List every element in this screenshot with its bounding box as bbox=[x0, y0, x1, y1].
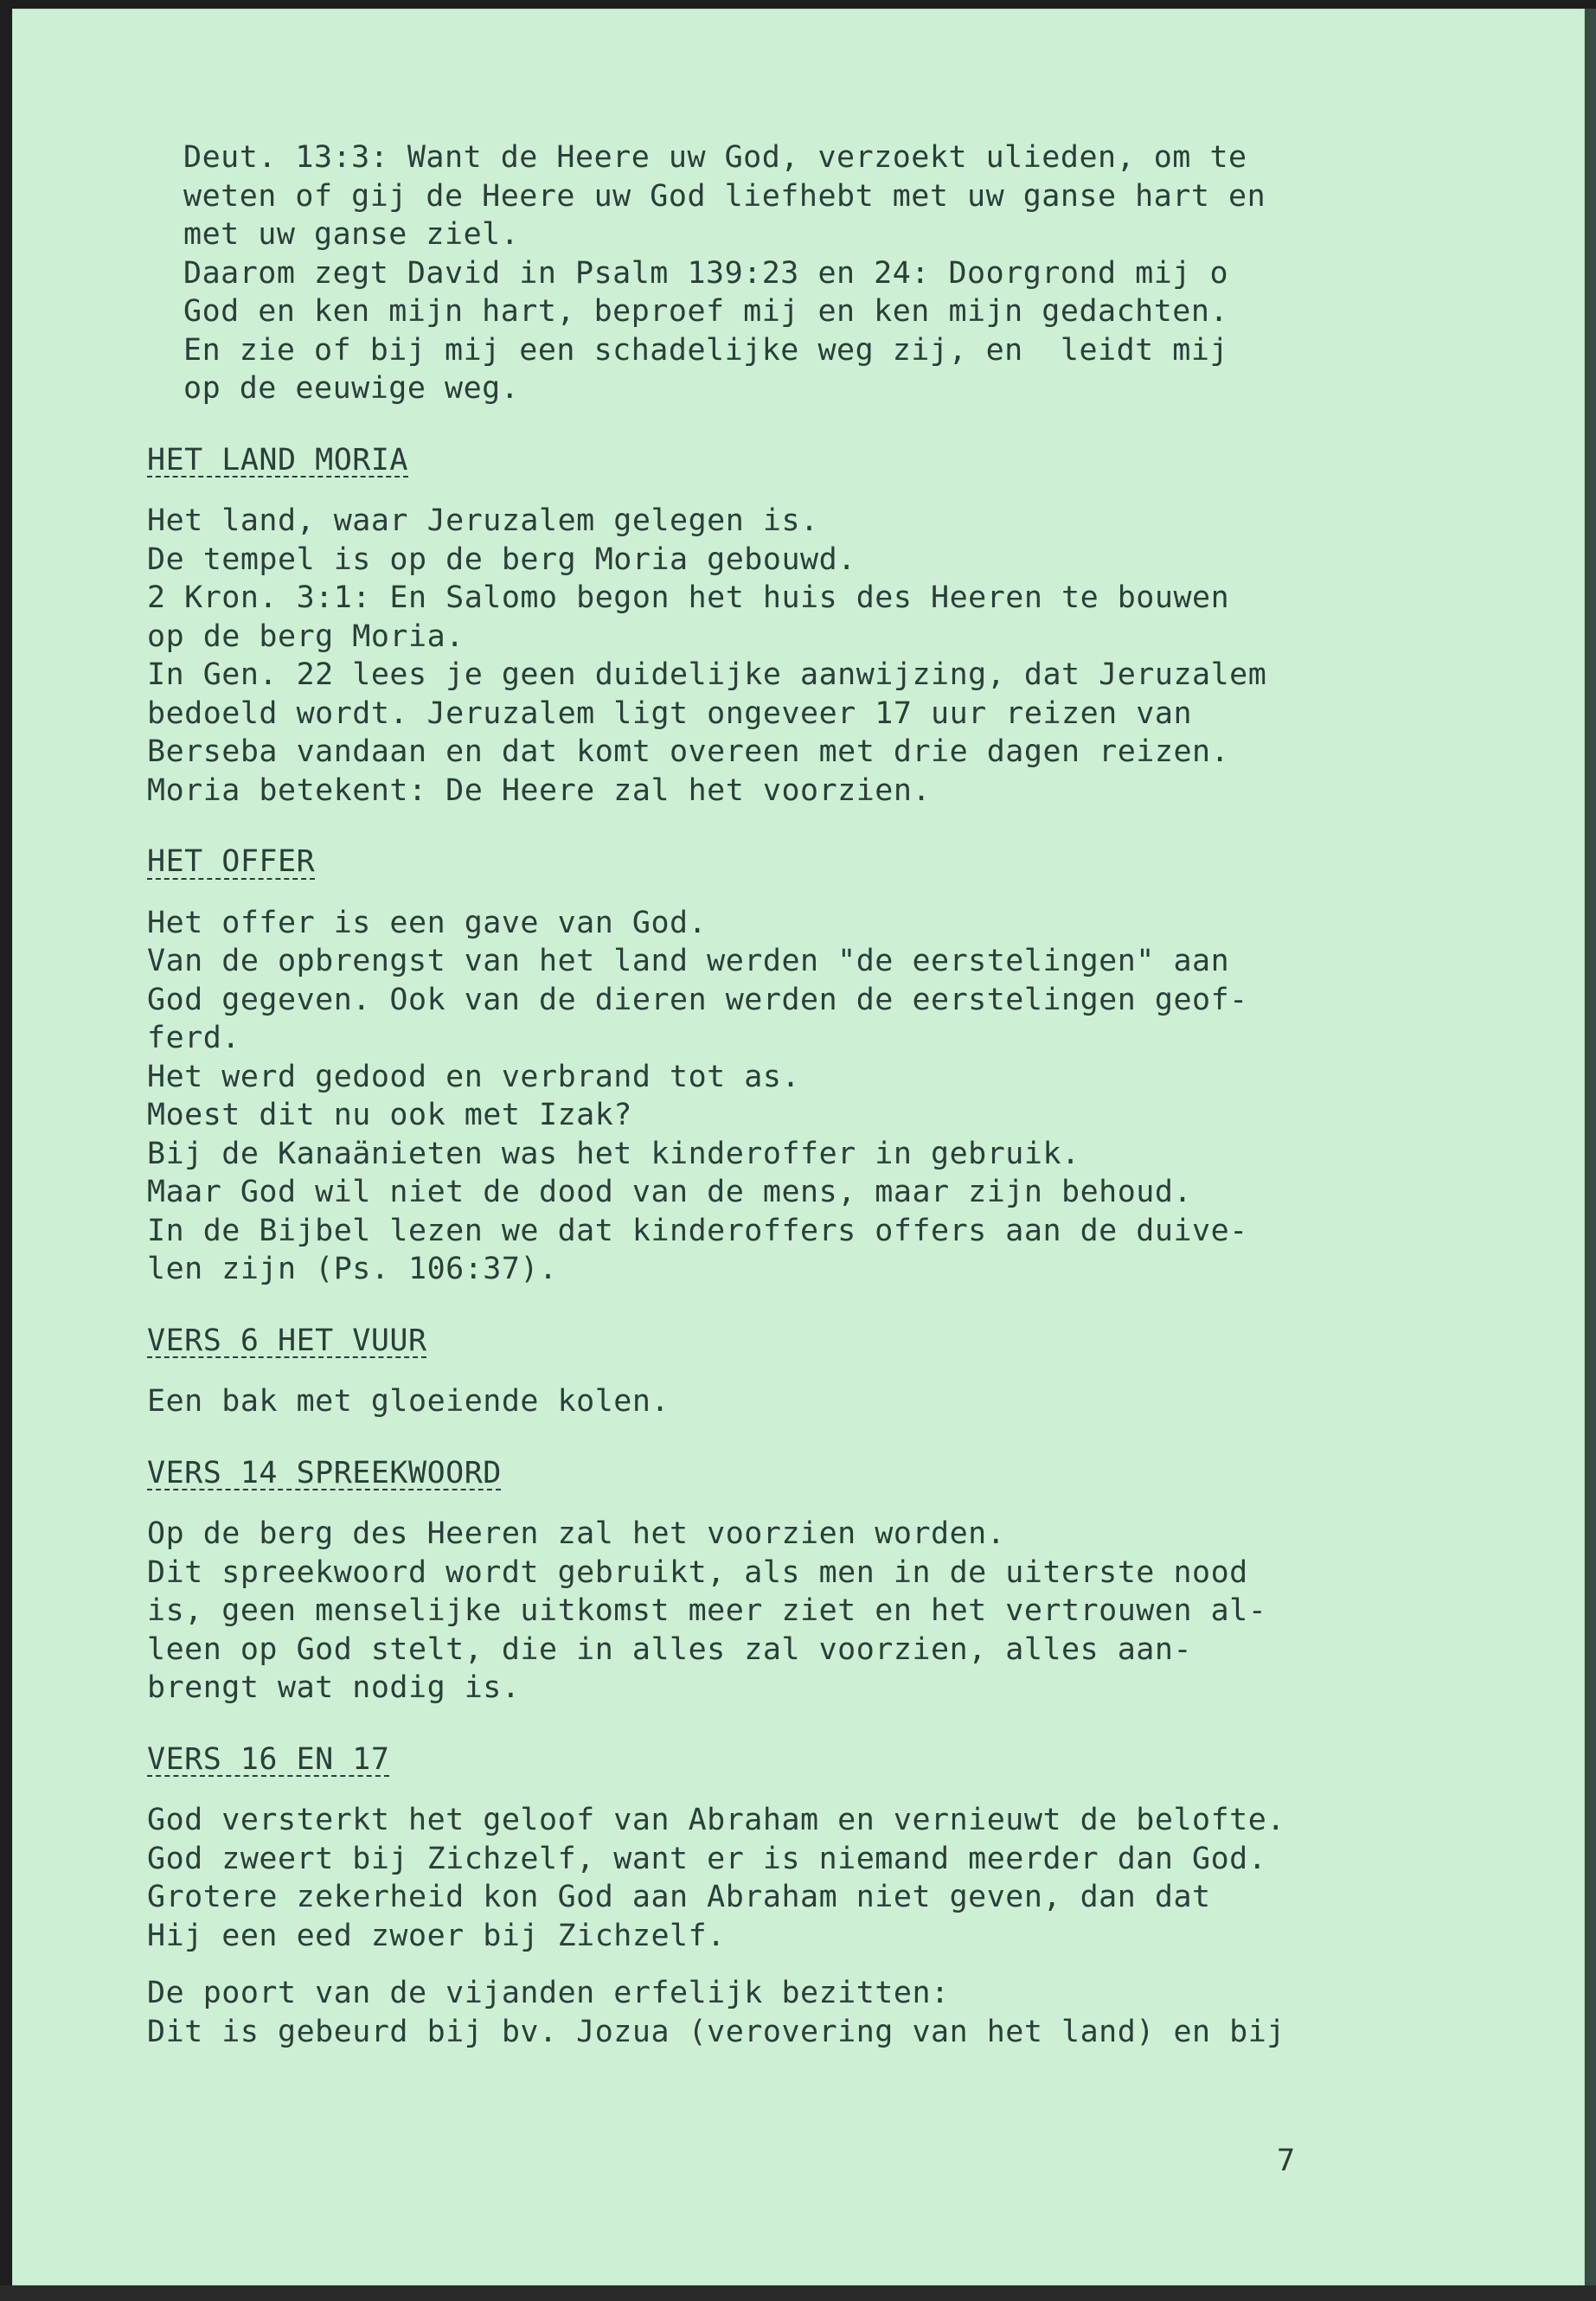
section-body-vers-6 bbox=[147, 1382, 1393, 1421]
text-line: God gegeven. Ook van de dieren werden de eerstelingen geof- bbox=[147, 982, 1248, 1017]
text-line: Het werd gedood en verbrand tot as. bbox=[147, 1059, 801, 1094]
section-body-land-moria bbox=[147, 502, 1393, 810]
text-line: weten of gij de Heere uw God liefhebt met uw ganse hart en bbox=[183, 178, 1266, 214]
section-heading-land-moria: HET LAND MORIA bbox=[147, 442, 409, 478]
text-line: God zweert bij Zichzelf, want er is niemand meerder dan God. bbox=[147, 1841, 1267, 1876]
paragraph-gap bbox=[147, 1955, 1393, 1974]
text-line: Een bak met gloeiende kolen. bbox=[147, 1384, 670, 1419]
scan-bottom-edge bbox=[0, 2285, 1596, 2301]
text-line: bedoeld wordt. Jeruzalem ligt ongeveer 17 uur reizen van bbox=[147, 695, 1193, 731]
text-line: En zie of bij mij een schadelijke weg zij, en leidt mij bbox=[183, 332, 1229, 368]
text-line: op de eeuwige weg. bbox=[183, 371, 520, 406]
text-line: De poort van de vijanden erfelijk bezitten: bbox=[147, 1976, 950, 2010]
text-line: len zijn (Ps. 106:37). bbox=[147, 1252, 558, 1286]
text-line: leen op God stelt, die in alles zal voorzien, alles aan- bbox=[147, 1631, 1193, 1667]
text-line: In de Bijbel lezen we dat kinderoffers offers aan de duive- bbox=[147, 1213, 1248, 1248]
section-heading-vers-16-17: VERS 16 EN 17 bbox=[147, 1741, 390, 1777]
section-heading-vers-6: VERS 6 HET VUUR bbox=[147, 1323, 427, 1358]
section-body-vers-14 bbox=[147, 1515, 1393, 1708]
intro-paragraph bbox=[147, 138, 1393, 408]
text-line: De tempel is op de berg Moria gebouwd. bbox=[147, 542, 856, 577]
text-line: Bij de Kanaänieten was het kinderoffer in gebruik. bbox=[147, 1136, 1080, 1171]
page-number: 7 bbox=[1277, 2144, 1296, 2178]
text-line: Het land, waar Jeruzalem gelegen is. bbox=[147, 503, 819, 538]
document-body bbox=[147, 138, 1393, 2051]
text-line: op de berg Moria. bbox=[147, 619, 465, 654]
section-body-vers-16-17 bbox=[147, 1801, 1393, 2051]
text-line: is, geen menselijke uitkomst meer ziet en het vertrouwen al- bbox=[147, 1593, 1267, 1628]
text-line: Op de berg des Heeren zal het voorzien worden. bbox=[147, 1516, 1006, 1551]
page-edge-shadow bbox=[1585, 9, 1596, 2285]
section-heading-vers-14: VERS 14 SPREEKWOORD bbox=[147, 1455, 502, 1490]
text-line: Grotere zekerheid kon God aan Abraham niet geven, dan dat bbox=[147, 1880, 1211, 1914]
text-line: Maar God wil niet de dood van de mens, maar zijn behoud. bbox=[147, 1175, 1193, 1209]
text-line: brengt wat nodig is. bbox=[147, 1670, 521, 1705]
text-line: Moest dit nu ook met Izak? bbox=[147, 1098, 632, 1132]
text-line: In Gen. 22 lees je geen duidelijke aanwijzing, dat Jeruzalem bbox=[147, 657, 1267, 692]
text-line: Berseba vandaan en dat komt overeen met drie dagen reizen. bbox=[147, 734, 1230, 769]
text-line: God en ken mijn hart, beproef mij en ken mijn gedachten. bbox=[183, 294, 1229, 329]
section-heading-offer: HET OFFER bbox=[147, 844, 316, 879]
text-line: Deut. 13:3: Want de Heere uw God, verzoekt ulieden, om te bbox=[183, 140, 1247, 175]
text-line: Van de opbrengst van het land werden "de eerstelingen" aan bbox=[147, 944, 1230, 978]
text-line: Dit spreekwoord wordt gebruikt, als men in de uiterste nood bbox=[147, 1554, 1248, 1590]
text-line: met uw ganse ziel. bbox=[183, 217, 520, 252]
text-line: Het offer is een gave van God. bbox=[147, 905, 708, 940]
text-line: Dit is gebeurd bij bv. Jozua (verovering van het land) en bij bbox=[147, 2014, 1285, 2049]
text-line: 2 Kron. 3:1: En Salomo begon het huis des Heeren te bouwen bbox=[147, 580, 1230, 615]
text-line: ferd. bbox=[147, 1021, 240, 1055]
text-line: Hij een eed zwoer bij Zichzelf. bbox=[147, 1918, 726, 1953]
text-line: Moria betekent: De Heere zal het voorzien. bbox=[147, 772, 932, 808]
text-line: Daarom zegt David in Psalm 139:23 en 24: Doorgrond mij o bbox=[183, 255, 1229, 291]
section-body-offer bbox=[147, 904, 1393, 1289]
text-line: God versterkt het geloof van Abraham en vernieuwt de belofte. bbox=[147, 1803, 1285, 1837]
